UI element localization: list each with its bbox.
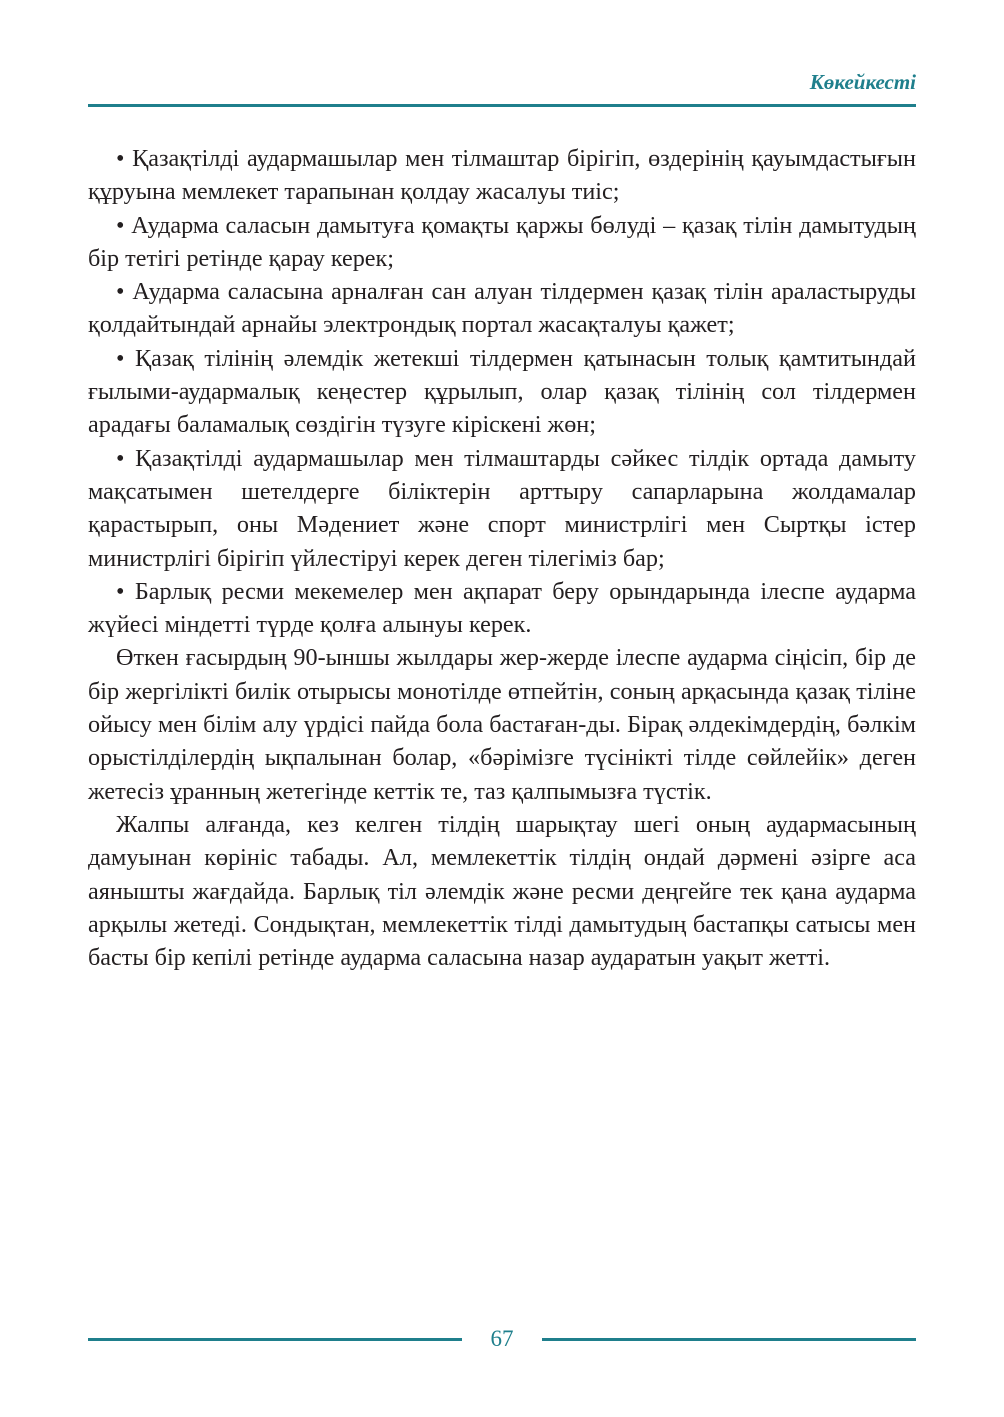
paragraph-bullet-5: • Қазақтілді аудармашылар мен тілмаштарды сәйкес тілдік ортада дамыту мақсатымен шетелдерге біліктерін арттыру сапарларына жолдамалар қарастырып, оны Мәдениет және спорт министрлігі мен Сыртқы істер министрлігі бірігіп үйлестіруі керек деген тілегіміз бар; [88, 444, 916, 572]
page-number: 67 [490, 1326, 514, 1351]
paragraph-bullet-2: • Аударма саласын дамытуға қомақты қаржы бөлуді – қазақ тілін дамытудың бір тетігі ретінде қарау керек; [88, 211, 916, 272]
paragraph-1990s: Өткен ғасырдың 90-ыншы жылдары жер-жерде ілеспе аударма сіңісіп, бір де бір жергілікті билік отырысы монотілде өтпейтін, соның арқасында қазақ тіліне ойысу мен білім алу үрдісі пайда бола бастаған-ды. Бірақ әлдекімдердің, бәлкім орыстілділердің ықпалынан болар, «бәрімізге түсінікті тілде сөйлейік» деген жетесіз ұранның жетегінде кеттік те, таз қалпымызға түстік. [88, 644, 916, 805]
running-title: Көкейкесті [809, 70, 916, 94]
paragraph-bullet-3: • Аударма саласына арналған сан алуан тілдермен қазақ тілін араластыруды қолдайтындай арнайы электрондық портал жасақталуы қажет; [88, 278, 916, 339]
footer-rule-right [542, 1338, 916, 1341]
paragraph-bullet-4: • Қазақ тілінің әлемдік жетекші тілдермен қатынасын толық қамтитындай ғылыми-аудармалық кеңестер құрылып, олар қазақ тілінің сол тілдермен арадағы баламалық сөздігін түзуге кіріскені жөн; [88, 344, 916, 439]
paragraph-conclusion: Жалпы алғанда, кез келген тілдің шарықтау шегі оның аудармасының дамуынан көрініс табады. Ал, мемлекеттік тілдің ондай дәрмені әзірге аса аянышты жағдайда. Барлық тіл әлемдік және ресми деңгейге тек қана аударма арқылы жетеді. Сондықтан, мемлекеттік тілді дамытудың бастапқы сатысы мен басты бір кепілі ретінде аударма саласына назар аударатын уақыт жетті. [88, 810, 916, 972]
paragraph-bullet-1: • Қазақтілді аудармашылар мен тілмаштар бірігіп, өздерінің қауымдастығын құруына мемлекет тарапынан қолдау жасалуы тиіс; [88, 145, 916, 206]
footer-rule-left [88, 1338, 462, 1341]
body-text [88, 142, 916, 974]
paragraph-bullet-6: • Барлық ресми мекемелер мен ақпарат беру орындарында ілеспе аударма жүйесі міндетті түрде қолға алынуы керек. [88, 577, 916, 639]
header-rule [88, 104, 916, 107]
